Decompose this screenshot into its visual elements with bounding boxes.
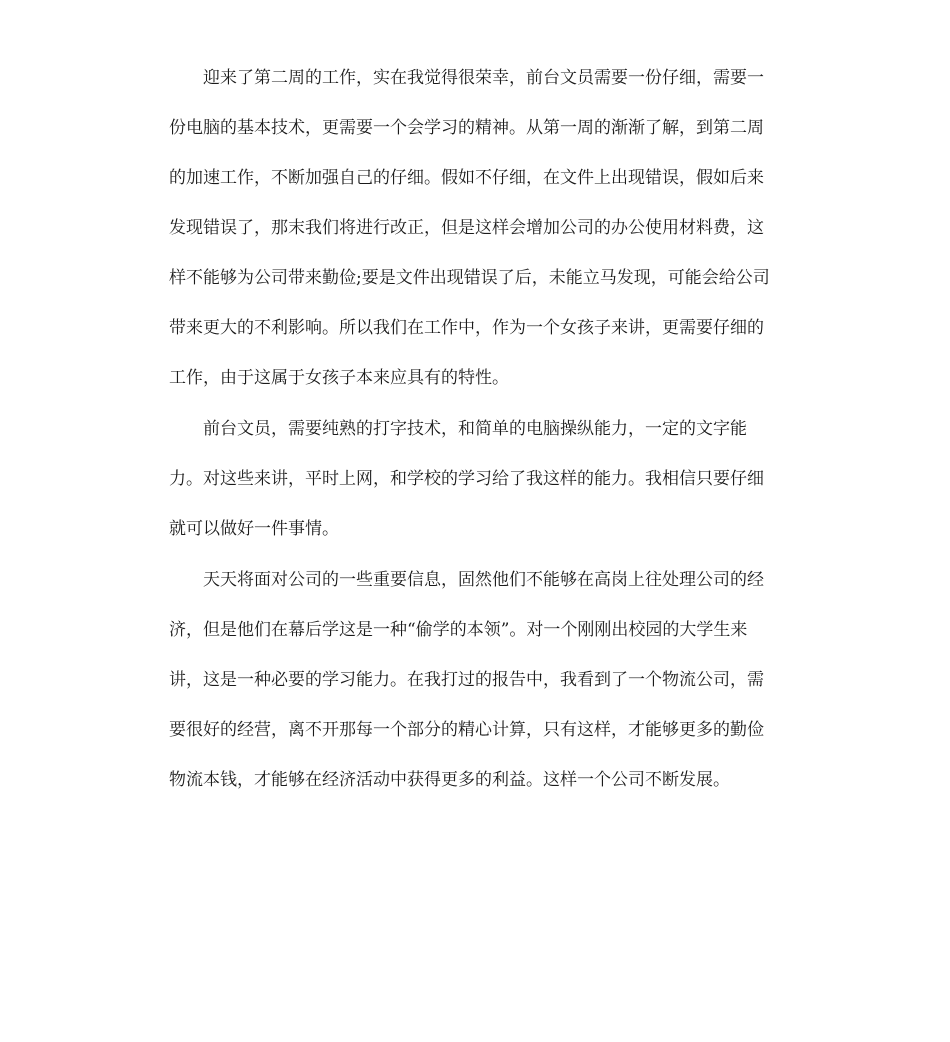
- text-line: 就可以做好一件事情。: [169, 519, 339, 539]
- text-line: 要很好的经营，离不开那每一个部分的精心计算，只有这样，才能够更多的勤俭: [169, 720, 764, 740]
- text-line: 的加速工作，不断加强自己的仔细。假如不仔细，在文件上出现错误，假如后来: [169, 168, 764, 188]
- text-line: 份电脑的基本技术，更需要一个会学习的精神。从第一周的渐渐了解，到第二周: [169, 118, 764, 138]
- text-line: 发现错误了，那末我们将进行改正，但是这样会增加公司的办公使用材料费，这: [169, 218, 764, 238]
- text-line: 力。对这些来讲，平时上网，和学校的学习给了我这样的能力。我相信只要仔细: [169, 469, 764, 489]
- text-line: 迎来了第二周的工作，实在我觉得很荣幸，前台文员需要一份仔细，需要一: [203, 68, 764, 88]
- text-line: 天天将面对公司的一些重要信息，固然他们不能够在高岗上往处理公司的经: [203, 570, 764, 590]
- text-line: 物流本钱，才能够在经济活动中获得更多的利益。这样一个公司不断发展。: [169, 770, 730, 790]
- text-line: 样不能够为公司带来勤俭;要是文件出现错误了后，未能立马发现，可能会给公司: [169, 268, 770, 288]
- text-line: 工作，由于这属于女孩子本来应具有的特性。: [169, 368, 509, 388]
- text-line: 带来更大的不利影响。所以我们在工作中，作为一个女孩子来讲，更需要仔细的: [169, 318, 764, 338]
- text-line: 济，但是他们在幕后学这是一种“偷学的本领”。对一个刚刚出校园的大学生来: [169, 620, 748, 640]
- text-line: 前台文员，需要纯熟的打字技术，和简单的电脑操纵能力，一定的文字能: [203, 419, 747, 439]
- text-line: 讲，这是一种必要的学习能力。在我打过的报告中，我看到了一个物流公司，需: [169, 670, 764, 690]
